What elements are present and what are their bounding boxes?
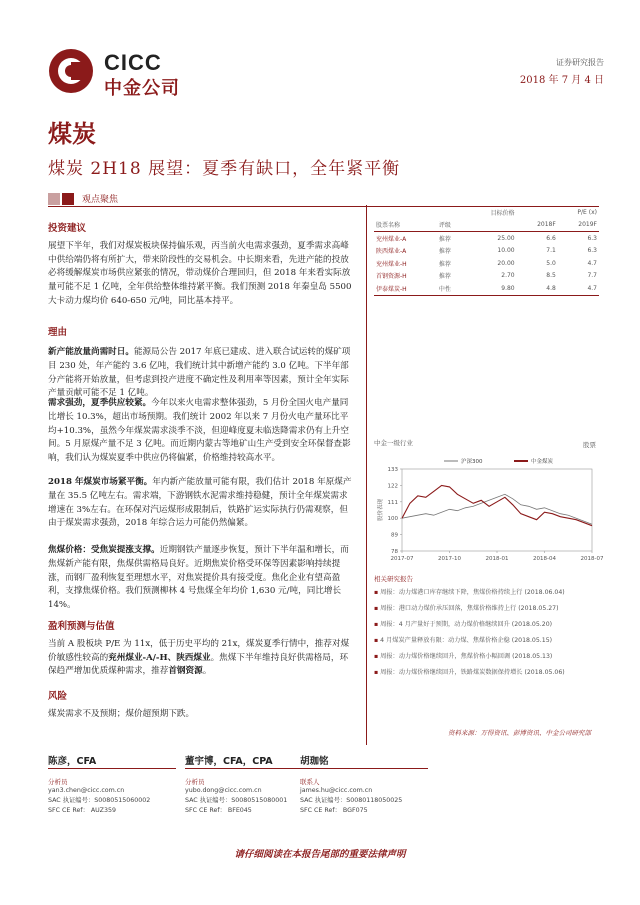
reason-title: 理由 (48, 327, 68, 338)
analyst-email[interactable]: yan3.chen@cicc.com.cn (48, 787, 125, 794)
series-line-1 (402, 485, 592, 525)
related-item[interactable]: ▪ 周报：港口动力煤价承压回落，焦煤价格维持上行 (2018.05.27) (374, 601, 599, 617)
sector-title: 煤炭 (48, 120, 96, 148)
para-text: 能源局公告 2017 年底已建成、进入联合试运转的煤矿项目 230 处，年产能约 3.6 亿吨，我们统计其中新增产能约 3.0 亿吨。下半年部分产能将开始放量，但考虑到投产进度不确定性及利用率等因素，预计全年实际产量贡献可能不足 1 亿吨。 (48, 347, 351, 399)
th-2019: 2019F (578, 221, 597, 229)
source-note: 资料来源：万得资讯、彭博资讯、中金公司研究部 (448, 729, 591, 737)
headline: 煤炭 2H18 展望：夏季有缺口，全年紧平衡 (48, 159, 401, 179)
y-tick-label: 122 (387, 483, 398, 490)
price-chart (374, 455, 604, 567)
cell-pe2: 4.7 (587, 259, 597, 267)
para-text: 年内新产能放量可能有限，我们估计 2018 年原煤产量在 35.5 亿吨左右。需求端，下游钢铁水泥需求维持稳健，预计全年煤炭需求增速在 3%左右。在环保对汽运煤形成限制后，铁路扩运实际执行仍需观察，但由于煤炭需求强劲，2018 年综合运力可能仍然偏紧。 (48, 477, 352, 529)
cell-pe1: 5.0 (546, 259, 556, 267)
cell-rating: 推荐 (438, 248, 451, 256)
risk-title: 风险 (48, 691, 68, 702)
analyst-sac: SAC 执证编号：S0080118050025 (300, 797, 403, 804)
analyst-sfc: SFC CE Ref： BGF075 (300, 807, 368, 814)
cell-stock: 兖州煤业-H (376, 260, 407, 268)
x-tick-label: 2018-04 (533, 556, 556, 562)
tag-bar (48, 193, 599, 205)
risk-text: 煤炭需求不及预期；煤价超预期下跌。 (48, 708, 195, 719)
cell-tp: 2.70 (501, 272, 515, 280)
para-coking-coal (48, 544, 356, 613)
analyst-role: 分析员 (48, 778, 68, 786)
cell-tp: 20.00 (497, 259, 515, 267)
y-tick-label: 133 (387, 467, 398, 473)
tag-square-light (48, 193, 60, 205)
analyst-role: 联系人 (300, 778, 320, 786)
table-row (374, 232, 599, 245)
th-stock: 股票名称 (376, 222, 401, 230)
report-type: 证券研究报告 (556, 58, 604, 67)
cell-pe2: 7.7 (587, 272, 597, 280)
th-target: 目标价格 (490, 209, 515, 217)
cell-pe2: 4.7 (587, 284, 597, 292)
analyst-sac: SAC 执证编号：S0080515060002 (48, 797, 151, 804)
legend-label: 中金煤炭 (531, 459, 554, 465)
valuation-table (374, 206, 599, 296)
related-list (374, 585, 599, 681)
y-axis-label: 股价表现 (378, 498, 384, 522)
risk-section (48, 690, 356, 722)
analyst-sac: SAC 执证编号：S0080515080001 (185, 797, 288, 804)
cell-pe1: 4.8 (546, 284, 556, 292)
cell-pe2: 6.3 (587, 247, 597, 255)
analyst-card (300, 753, 480, 816)
cell-tp: 25.00 (497, 234, 515, 242)
related-item[interactable]: ▪ 周报：动力煤价格继续回升，焦煤价格小幅回调 (2018.05.13) (374, 649, 599, 665)
analyst-divider (48, 768, 176, 769)
tag-label: 观点聚焦 (82, 195, 119, 205)
y-tick-label: 111 (387, 499, 398, 506)
related-title: 相关研究报告 (374, 575, 413, 583)
forecast-title: 盈利预测与估值 (48, 621, 115, 632)
para-text: 今年以来火电需求整体强劲，5 月份全国火电产量同比增长 10.3%，超出市场预期。我们统计 2002 年以来 7 月份火电产量环比平均+10.3%，虽然今年煤炭需求淡季不淡，但迎峰度夏未临迭降需求仍有上升空间。5 月原煤产量不足 3 亿吨。而近期内蒙古等地矿山生产受到安全环保督查影响，我们认为煤炭夏季中供应仍将偏紧，价格维持较高水平。 (48, 398, 351, 464)
cell-pe1: 6.6 (546, 234, 556, 242)
para-demand (48, 397, 356, 466)
cell-stock: 伊泰煤炭-H (376, 285, 407, 293)
forecast-text: 。焦煤下半年维持良好供需格局，环保趋严增加优质煤种需求，推荐 (48, 652, 349, 677)
cell-pe1: 8.5 (546, 272, 556, 280)
report-date: 2018 年 7 月 4 日 (519, 75, 604, 86)
invest-title: 投资建议 (48, 223, 87, 234)
cell-rating: 推荐 (438, 235, 451, 243)
cell-stock: 陕西煤业-A (376, 248, 407, 256)
legend-label: 沪深300 (461, 459, 483, 465)
cell-stock: 兖州煤业-A (376, 235, 407, 243)
forecast-text: 。 (202, 666, 212, 677)
analyst-name: 陈彦，CFA (48, 756, 97, 767)
cell-rating: 中性 (438, 285, 451, 293)
chart-plot-frame (402, 469, 592, 551)
chart-source: 股票 (583, 441, 596, 449)
related-item[interactable]: ▪ 周报：动力煤港口库存继续下降，焦煤价格持续上行 (2018.06.04) (374, 585, 599, 601)
para-new-capacity (48, 346, 356, 401)
analyst-sfc: SFC CE Ref： AUZ359 (48, 807, 117, 814)
analyst-name: 董宇博，CFA，CPA (185, 756, 273, 767)
y-tick-label: 100 (387, 516, 398, 523)
analyst-divider (300, 768, 428, 769)
analyst-email[interactable]: yubo.dong@cicc.com.cn (185, 787, 262, 794)
brand-name-cn: 中金公司 (104, 78, 180, 99)
analyst-email[interactable]: james.hu@cicc.com.cn (300, 787, 373, 794)
x-tick-label: 2017-10 (438, 556, 461, 562)
forecast-stock: 首钢资源 (168, 666, 203, 677)
related-item[interactable]: ▪ 周报：4 月产量好于预期，动力煤价格继续回升 (2018.05.20) (374, 617, 599, 633)
th-rating: 评级 (438, 222, 451, 230)
para-lead: 2018 年煤炭市场紧平衡。 (48, 477, 153, 487)
cell-rating: 推荐 (438, 273, 451, 281)
analyst-name: 胡珈铭 (300, 756, 329, 767)
para-balance (48, 476, 356, 531)
forecast-text: 当前 A 股板块 P/E 为 11x，低于历史平均的 21x，煤炭夏季行情中，推荐对煤价敏感性较高的 (48, 638, 350, 663)
x-tick-label: 2018-01 (485, 556, 509, 562)
para-lead: 需求强劲，夏季供应较紧。 (48, 398, 152, 408)
invest-section (48, 222, 356, 309)
cell-pe1: 7.1 (546, 247, 556, 255)
series-line-0 (402, 494, 592, 524)
invest-text: 展望下半年，我们对煤炭板块保持偏乐观，丙当前火电需求强劲，夏季需求高峰中供给端仍将有所扩大，带来阶段性的交易机会。中长期来看，先进产能的投放必将缓解煤炭市场供应紧张的情况，带动煤价合理回归，但 2018 年来看实际放量可能不足 1 亿吨，全年供给整体维持紧平衡。我们预测 2018 年秦皇岛 5500 大卡动力煤均价 640-650 元/吨，同比基本持平。 (48, 240, 352, 306)
cell-tp: 10.00 (497, 247, 515, 255)
cell-stock: 首钢资源-H (376, 273, 407, 281)
para-lead: 新产能放量尚需时日。 (48, 347, 134, 357)
brand-name-en: CICC (104, 50, 162, 75)
chart-title: 中金一级行业 (374, 439, 413, 447)
tag-square (62, 193, 74, 205)
table-row (374, 245, 599, 258)
th-2018: 2018F (537, 221, 556, 229)
forecast-section (48, 620, 356, 679)
table-row (374, 257, 599, 270)
x-tick-label: 2017-07 (390, 556, 414, 562)
table-row (374, 282, 599, 295)
forecast-stocks: 兖州煤业-A/-H、陕西煤业 (108, 652, 211, 663)
related-item[interactable]: ▪ 周报：动力煤价格继续回升，铁路煤炭数据保持增长 (2018.05.06) (374, 665, 599, 681)
x-tick-label: 2018-07 (580, 556, 604, 562)
table-row (374, 270, 599, 283)
th-pe: P/E (x) (577, 208, 597, 216)
cell-pe2: 6.3 (587, 234, 597, 242)
analyst-divider (185, 768, 313, 769)
para-lead: 焦煤价格：受焦炭提涨支撑。 (48, 545, 160, 555)
cell-rating: 推荐 (438, 260, 451, 268)
y-tick-label: 89 (391, 532, 398, 539)
cell-tp: 9.80 (501, 284, 515, 292)
reason-section (48, 326, 356, 344)
related-item[interactable]: ▪ 4 月煤炭产量释放有限：动力煤、焦煤价格企稳 (2018.05.15) (374, 633, 599, 649)
cicc-logo-icon (48, 48, 94, 94)
y-tick-label: 78 (391, 549, 398, 555)
analyst-sfc: SFC CE Ref： BFE045 (185, 807, 252, 814)
para-text: 近期钢铁产量逐步恢复，预计下半年温和增长，而焦煤新产能有限，焦煤供需格局良好。近期焦炭价格受环保等因素影响持续提涨，而钢厂盈利恢复至理想水平，对焦炭提价具有接受度。焦化企业有望高盈利，支撑焦煤价格。我们预测柳林 4 号焦煤全年均价 1,630 元/吨，同比增长 14%。 (48, 545, 349, 611)
analyst-role: 分析员 (185, 778, 205, 786)
legal-footer: 请仔细阅读在本报告尾部的重要法律声明 (234, 849, 406, 860)
